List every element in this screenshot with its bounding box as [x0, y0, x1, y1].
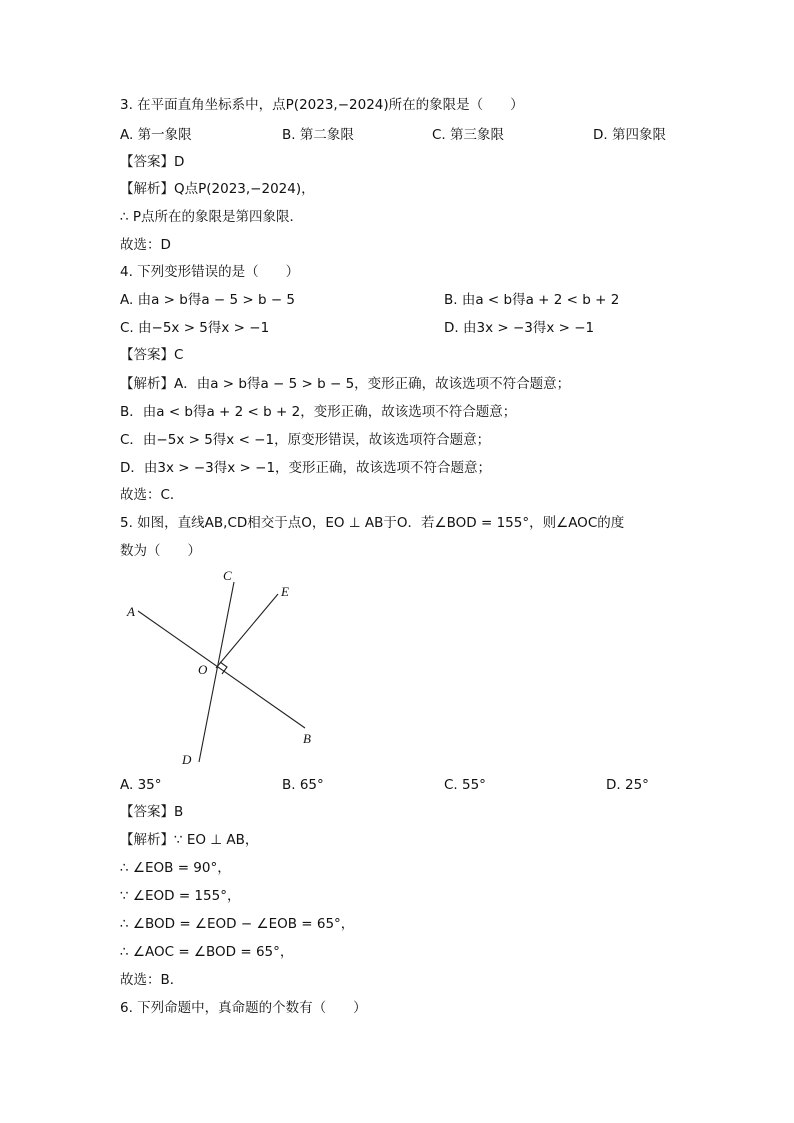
q4-option-c: C. 由−5x > 5得x > −1 — [120, 320, 270, 336]
q3-analysis-line: 【解析】Q点P(2023,−2024)， — [120, 181, 315, 197]
q4-option-a: A. 由a > b得a − 5 > b − 5 — [120, 292, 296, 308]
label-o: O — [198, 662, 208, 677]
label-c: C — [223, 568, 232, 583]
q5-analysis-line: ∴ ∠BOD = ∠EOD − ∠EOB = 65°， — [120, 916, 355, 932]
q5-option-b: B. 65° — [282, 777, 324, 793]
q4-analysis-line: C．由−5x > 5得x < −1，原变形错误，故该选项符合题意； — [120, 432, 491, 448]
q3-analysis-line: ∴ P点所在的象限是第四象限． — [120, 209, 304, 225]
q4-stem: 4. 下列变形错误的是（ ） — [120, 264, 300, 280]
q5-analysis-line: ∴ ∠EOB = 90°， — [120, 860, 231, 876]
q4-analysis-line: 故选：C． — [120, 487, 184, 503]
q3-stem: 3. 在平面直角坐标系中，点P(2023,−2024)所在的象限是（ ） — [120, 97, 524, 113]
q5-answer: 【答案】B — [120, 804, 184, 820]
q5-analysis-line: 【解析】∵ EO ⊥ AB， — [120, 832, 259, 848]
q3-option-d: D. 第四象限 — [593, 127, 666, 143]
q4-option-b: B. 由a < b得a + 2 < b + 2 — [444, 292, 620, 308]
q5-option-a: A. 35° — [120, 777, 162, 793]
geometry-figure — [118, 566, 318, 768]
q3-option-c: C. 第三象限 — [432, 127, 505, 143]
q5-stem: 5. 如图，直线AB,CD相交于点O，EO ⊥ AB于O．若∠BOD = 155°，则∠AOC的度 — [120, 515, 625, 531]
label-b: B — [303, 731, 311, 746]
q4-analysis-line: 【解析】A．由a > b得a − 5 > b − 5，变形正确，故该选项不符合题意； — [120, 376, 571, 392]
q6-stem: 6. 下列命题中，真命题的个数有（ ） — [120, 1000, 367, 1016]
q5-option-c: C. 55° — [444, 777, 486, 793]
q4-answer: 【答案】C — [120, 347, 184, 363]
q5-option-d: D. 25° — [606, 777, 649, 793]
q4-option-d: D. 由3x > −3得x > −1 — [444, 320, 595, 336]
q4-analysis-line: B．由a < b得a + 2 < b + 2，变形正确，故该选项不符合题意； — [120, 404, 517, 420]
q5-analysis-line: ∴ ∠AOC = ∠BOD = 65°， — [120, 944, 294, 960]
label-e: E — [281, 584, 289, 599]
label-d: D — [182, 752, 192, 767]
q5-analysis-line: 故选：B． — [120, 972, 184, 988]
q3-analysis-line: 故选：D — [120, 237, 171, 253]
q5-analysis-line: ∵ ∠EOD = 155°， — [120, 888, 241, 904]
q4-analysis-line: D．由3x > −3得x > −1，变形正确，故该选项不符合题意； — [120, 460, 492, 476]
q3-option-a: A. 第一象限 — [120, 127, 192, 143]
ray-oe — [216, 594, 278, 668]
line-ab — [138, 611, 305, 728]
q3-answer: 【答案】D — [120, 154, 185, 170]
label-a: A — [127, 604, 135, 619]
q3-option-b: B. 第二象限 — [282, 127, 354, 143]
q5-stem: 数为（ ） — [120, 543, 201, 559]
